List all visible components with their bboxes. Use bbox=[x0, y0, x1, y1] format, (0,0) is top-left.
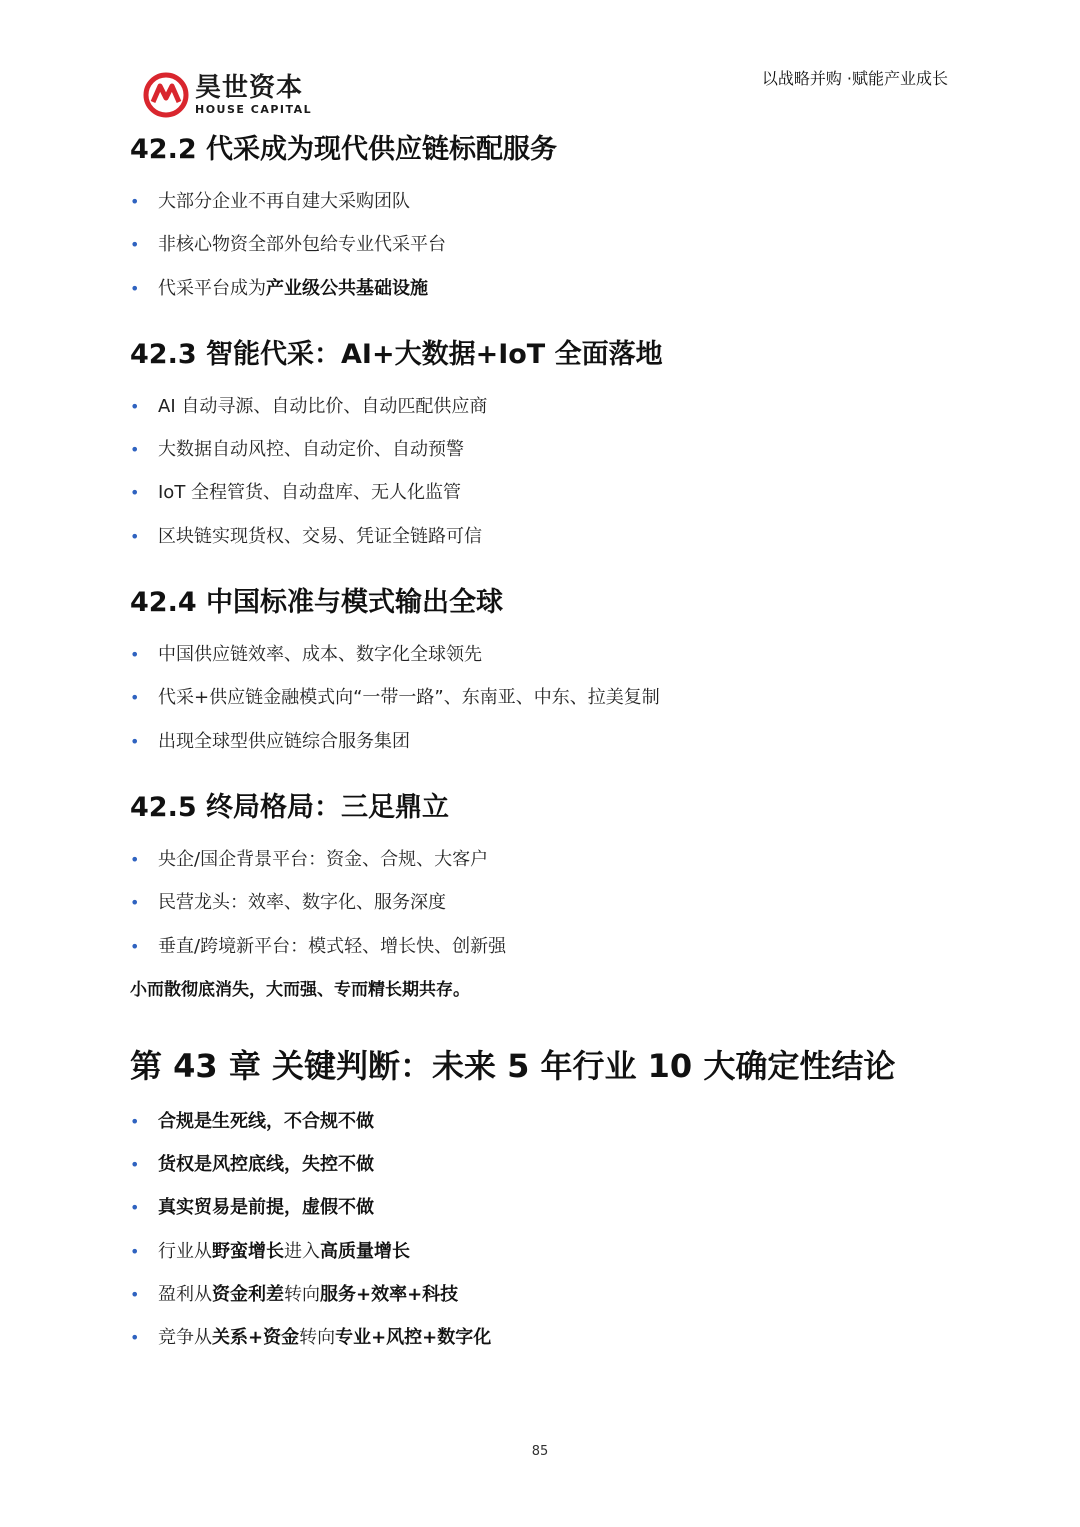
list-item bbox=[130, 925, 960, 968]
page-number: 85 bbox=[531, 1444, 549, 1459]
list-item bbox=[130, 471, 960, 514]
list-item-bold-text: 资金利差 bbox=[212, 1284, 284, 1306]
bullet-list-42-2 bbox=[130, 180, 960, 310]
list-item bbox=[130, 180, 960, 223]
list-item-text: 央企/国企背景平台：资金、合规、大客户 bbox=[158, 848, 489, 870]
list-item bbox=[130, 385, 960, 428]
section-title-42-3: 42.3 智能代采：AI+大数据+IoT 全面落地 bbox=[130, 338, 663, 370]
list-item-bold-text: 真实贸易是前提，虚假不做 bbox=[158, 1197, 374, 1219]
bullet-icon: • bbox=[130, 1111, 140, 1131]
list-item bbox=[130, 1100, 960, 1143]
page-content bbox=[130, 128, 960, 1360]
list-item bbox=[130, 1230, 960, 1273]
list-item-bold-text: 野蛮增长 bbox=[212, 1240, 284, 1262]
list-item-text: 区块链实现货权、交易、凭证全链路可信 bbox=[158, 525, 482, 547]
list-item-text: 大数据自动风控、自动定价、自动预警 bbox=[158, 439, 464, 461]
bullet-icon: • bbox=[130, 1241, 140, 1261]
list-item bbox=[130, 1316, 960, 1359]
list-item-bold-text: 货权是风控底线，失控不做 bbox=[158, 1154, 374, 1176]
list-item-bold-text: 高质量增长 bbox=[320, 1240, 410, 1262]
list-item-text: 转向 bbox=[299, 1327, 336, 1349]
list-item bbox=[130, 1186, 960, 1229]
list-item bbox=[130, 720, 960, 763]
logo-emblem-icon bbox=[143, 72, 189, 118]
chapter-43-title: 第 43 章 关键判断：未来 5 年行业 10 大确定性结论 bbox=[130, 1046, 896, 1085]
section-42-5-conclusion: 小而散彻底消失，大而强、专而精长期共存。 bbox=[130, 979, 470, 1000]
bullet-list-42-3 bbox=[130, 385, 960, 558]
list-item-text: 行业从 bbox=[158, 1240, 212, 1262]
list-item bbox=[130, 881, 960, 924]
list-item-text: 进入 bbox=[284, 1240, 320, 1262]
list-item-text: 出现全球型供应链综合服务集团 bbox=[158, 730, 410, 752]
section-title-42-2: 42.2 代采成为现代供应链标配服务 bbox=[130, 134, 558, 165]
bullet-icon: • bbox=[130, 645, 140, 665]
bullet-icon: • bbox=[130, 731, 140, 751]
logo-english-name: HOUSE CAPITAL bbox=[195, 103, 313, 116]
bullet-icon: • bbox=[130, 1155, 140, 1175]
bullet-icon: • bbox=[130, 278, 140, 298]
list-item-text: 民营龙头：效率、数字化、服务深度 bbox=[158, 892, 446, 914]
list-item bbox=[130, 1143, 960, 1186]
bullet-list-42-5 bbox=[130, 838, 960, 968]
list-item-bold-text: 专业+风控+数字化 bbox=[335, 1327, 492, 1349]
list-item bbox=[130, 838, 960, 881]
list-item-bold-text: 合规是生死线，不合规不做 bbox=[158, 1110, 374, 1132]
list-item-text: 盈利从 bbox=[158, 1284, 212, 1306]
company-logo bbox=[143, 72, 313, 120]
section-title-42-4: 42.4 中国标准与模式输出全球 bbox=[130, 587, 504, 619]
bullet-list-chapter-43 bbox=[130, 1100, 960, 1360]
list-item-bold-text: 产业级公共基础设施 bbox=[266, 277, 428, 299]
list-item bbox=[130, 515, 960, 558]
list-item-text: 竞争从 bbox=[158, 1327, 212, 1349]
list-item bbox=[130, 676, 960, 719]
bullet-icon: • bbox=[130, 936, 140, 956]
list-item-bold-text: 关系+资金 bbox=[212, 1327, 300, 1349]
bullet-icon: • bbox=[130, 235, 140, 255]
bullet-list-42-4 bbox=[130, 633, 960, 763]
list-item bbox=[130, 223, 960, 266]
list-item-text: 中国供应链效率、成本、数字化全球领先 bbox=[158, 644, 482, 666]
list-item-text: 代采+供应链金融模式向“一带一路”、东南亚、中东、拉美复制 bbox=[158, 687, 660, 709]
bullet-icon: • bbox=[130, 396, 140, 416]
bullet-icon: • bbox=[130, 1328, 140, 1348]
list-item-text: 大部分企业不再自建大采购团队 bbox=[158, 191, 410, 212]
bullet-icon: • bbox=[130, 893, 140, 913]
bullet-icon: • bbox=[130, 440, 140, 460]
list-item bbox=[130, 267, 960, 310]
bullet-icon: • bbox=[130, 483, 140, 503]
bullet-icon: • bbox=[130, 1198, 140, 1218]
list-item-text: IoT 全程管货、自动盘库、无人化监管 bbox=[158, 482, 462, 504]
list-item bbox=[130, 1273, 960, 1316]
list-item-text: 垂直/跨境新平台：模式轻、增长快、创新强 bbox=[158, 935, 507, 957]
header-tagline: 以战略并购 ·赋能产业成长 bbox=[761, 69, 948, 88]
list-item-bold-text: 服务+效率+科技 bbox=[320, 1284, 459, 1306]
list-item-text: AI 自动寻源、自动比价、自动匹配供应商 bbox=[158, 395, 488, 417]
list-item bbox=[130, 428, 960, 471]
bullet-icon: • bbox=[130, 1285, 140, 1305]
section-title-42-5: 42.5 终局格局：三足鼎立 bbox=[130, 791, 450, 823]
list-item-text: 代采平台成为 bbox=[158, 277, 266, 299]
list-item bbox=[130, 633, 960, 676]
bullet-icon: • bbox=[130, 192, 140, 211]
logo-chinese-name: 昊世资本 bbox=[195, 73, 304, 103]
bullet-icon: • bbox=[130, 849, 140, 869]
bullet-icon: • bbox=[130, 688, 140, 708]
list-item-text: 转向 bbox=[284, 1284, 320, 1306]
list-item-text: 非核心物资全部外包给专业代采平台 bbox=[158, 234, 446, 256]
bullet-icon: • bbox=[130, 526, 140, 546]
